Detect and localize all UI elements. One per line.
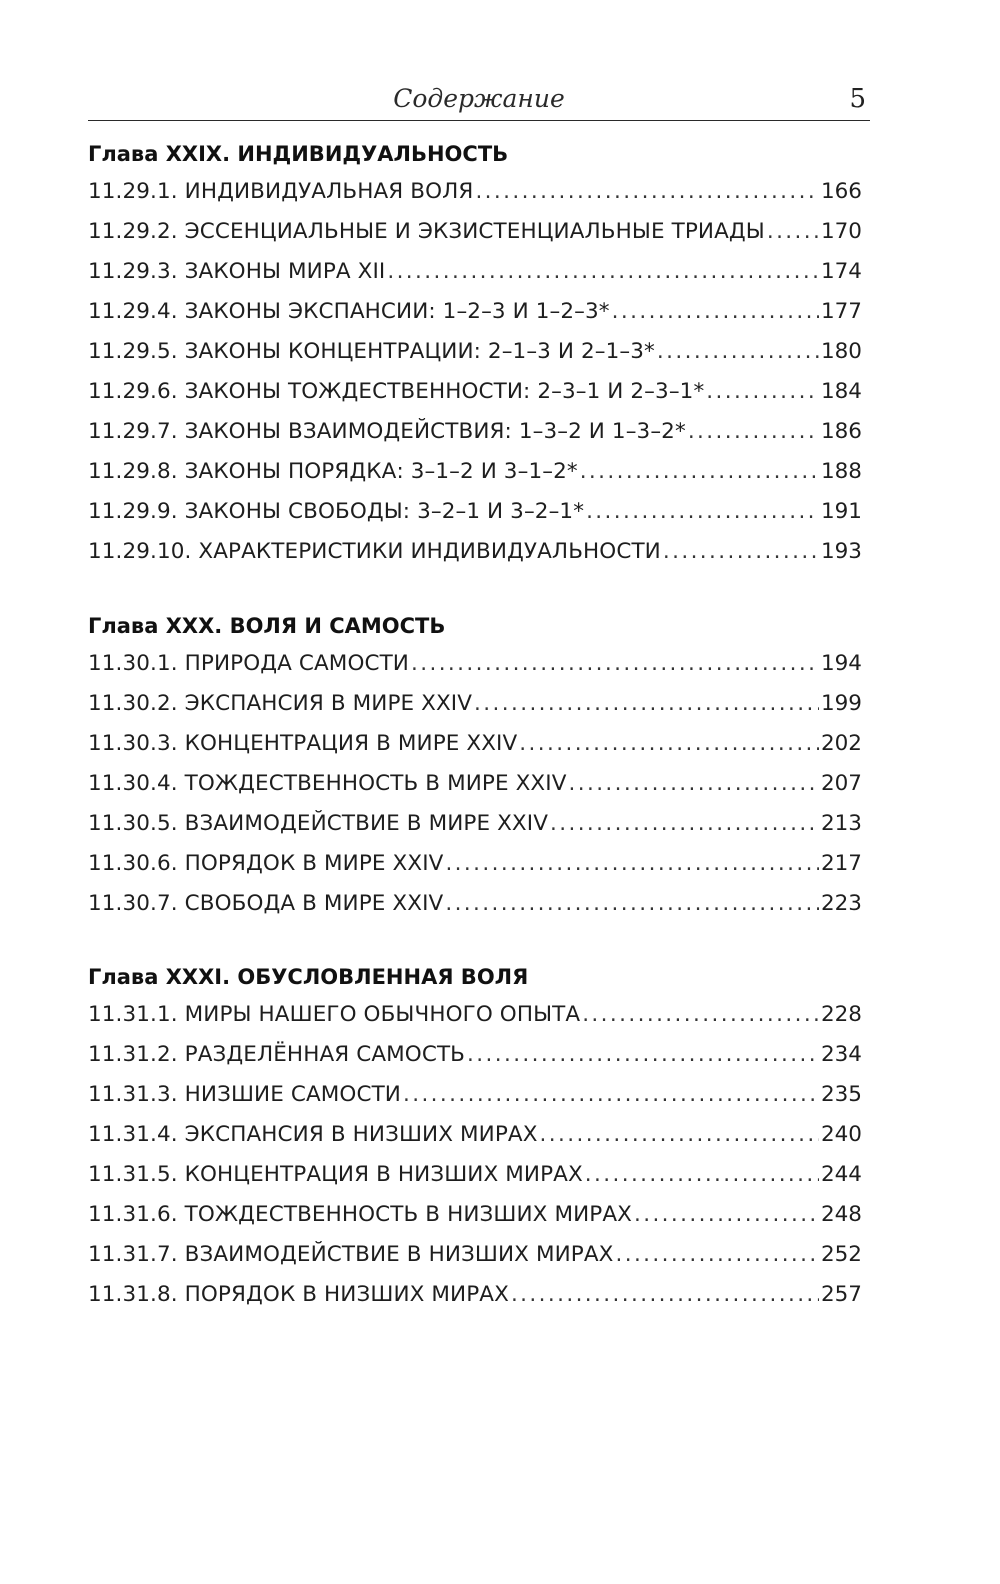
toc-entry[interactable] bbox=[88, 724, 862, 764]
dot-leader bbox=[403, 1075, 819, 1115]
entry-page: 240 bbox=[820, 1122, 862, 1147]
entry-title: 11.31.1. МИРЫ НАШЕГО ОБЫЧНОГО ОПЫТА bbox=[88, 1002, 581, 1027]
dot-leader bbox=[387, 252, 819, 292]
dot-leader bbox=[612, 292, 819, 332]
toc-entry[interactable] bbox=[88, 1235, 862, 1275]
dot-leader bbox=[767, 212, 819, 252]
entry-page: 217 bbox=[820, 851, 862, 876]
entry-title: 11.30.2. ЭКСПАНСИЯ В МИРЕ XXIV bbox=[88, 691, 473, 716]
dot-leader bbox=[663, 532, 819, 572]
dot-leader bbox=[511, 1275, 819, 1315]
toc-entry[interactable] bbox=[88, 172, 862, 212]
entry-title: 11.30.5. ВЗАИМОДЕЙСТВИЕ В МИРЕ XXIV bbox=[88, 811, 548, 836]
entry-page: 166 bbox=[820, 179, 862, 204]
dot-leader bbox=[634, 1195, 819, 1235]
entry-page: 235 bbox=[820, 1082, 862, 1107]
dot-leader bbox=[445, 844, 819, 884]
toc-entry[interactable] bbox=[88, 644, 862, 684]
toc-entry[interactable] bbox=[88, 1075, 862, 1115]
entry-title: 11.29.7. ЗАКОНЫ ВЗАИМОДЕЙСТВИЯ: 1–3–2 И 1–3–2* bbox=[88, 419, 686, 444]
entry-page: 202 bbox=[820, 731, 862, 756]
toc-entry[interactable] bbox=[88, 1155, 862, 1195]
entry-title: 11.29.10. ХАРАКТЕРИСТИКИ ИНДИВИДУАЛЬНОСТИ bbox=[88, 539, 661, 564]
page-number: 5 bbox=[849, 84, 866, 114]
running-title: Содержание bbox=[393, 84, 565, 113]
entry-title: 11.30.4. ТОЖДЕСТВЕННОСТЬ В МИРЕ XXIV bbox=[88, 771, 567, 796]
entry-title: 11.31.3. НИЗШИЕ САМОСТИ bbox=[88, 1082, 401, 1107]
toc-entry[interactable] bbox=[88, 804, 862, 844]
entry-page: 191 bbox=[820, 499, 862, 524]
dot-leader bbox=[411, 644, 819, 684]
entry-title: 11.29.1. ИНДИВИДУАЛЬНАЯ ВОЛЯ bbox=[88, 179, 474, 204]
dot-leader bbox=[474, 684, 819, 724]
toc-entry[interactable] bbox=[88, 412, 862, 452]
chapter-section bbox=[88, 612, 862, 924]
dot-leader bbox=[585, 1155, 819, 1195]
dot-leader bbox=[615, 1235, 818, 1275]
toc-entry[interactable] bbox=[88, 684, 862, 724]
entry-page: 248 bbox=[820, 1202, 862, 1227]
entry-page: 180 bbox=[820, 339, 862, 364]
entry-page: 184 bbox=[820, 379, 862, 404]
entry-title: 11.31.6. ТОЖДЕСТВЕННОСТЬ В НИЗШИХ МИРАХ bbox=[88, 1202, 632, 1227]
entry-page: 228 bbox=[820, 1002, 862, 1027]
toc-entry[interactable] bbox=[88, 844, 862, 884]
entry-title: 11.30.6. ПОРЯДОК В МИРЕ XXIV bbox=[88, 851, 444, 876]
entry-page: 257 bbox=[820, 1282, 862, 1307]
entry-page: 194 bbox=[820, 651, 862, 676]
entry-title: 11.31.8. ПОРЯДОК В НИЗШИХ МИРАХ bbox=[88, 1282, 509, 1307]
entry-title: 11.31.2. РАЗДЕЛЁННАЯ САМОСТЬ bbox=[88, 1042, 466, 1067]
dot-leader bbox=[657, 332, 819, 372]
entry-page: 244 bbox=[820, 1162, 862, 1187]
dot-leader bbox=[467, 1035, 819, 1075]
entry-title: 11.29.6. ЗАКОНЫ ТОЖДЕСТВЕННОСТИ: 2–3–1 И 2–3–1* bbox=[88, 379, 705, 404]
dot-leader bbox=[550, 804, 819, 844]
toc-entry[interactable] bbox=[88, 212, 862, 252]
entry-title: 11.30.3. КОНЦЕНТРАЦИЯ В МИРЕ XXIV bbox=[88, 731, 518, 756]
dot-leader bbox=[540, 1115, 819, 1155]
entry-title: 11.30.1. ПРИРОДА САМОСТИ bbox=[88, 651, 409, 676]
chapter-heading: Глава XXXI. ОБУСЛОВЛЕННАЯ ВОЛЯ bbox=[88, 965, 529, 989]
entry-page: 223 bbox=[820, 891, 862, 916]
toc-entry[interactable] bbox=[88, 764, 862, 804]
entry-title: 11.29.3. ЗАКОНЫ МИРА XII bbox=[88, 259, 386, 284]
toc-entry[interactable] bbox=[88, 995, 862, 1035]
chapter-section bbox=[88, 963, 862, 1315]
dot-leader bbox=[706, 372, 819, 412]
entry-page: 188 bbox=[820, 459, 862, 484]
toc-entry[interactable] bbox=[88, 1195, 862, 1235]
toc-entry[interactable] bbox=[88, 884, 862, 924]
entry-title: 11.29.8. ЗАКОНЫ ПОРЯДКА: 3–1–2 И 3–1–2* bbox=[88, 459, 578, 484]
entry-page: 213 bbox=[820, 811, 862, 836]
entry-page: 193 bbox=[820, 539, 862, 564]
dot-leader bbox=[580, 452, 819, 492]
toc-entry[interactable] bbox=[88, 292, 862, 332]
entry-page: 199 bbox=[820, 691, 862, 716]
toc-entry[interactable] bbox=[88, 452, 862, 492]
entry-title: 11.29.2. ЭССЕНЦИАЛЬНЫЕ И ЭКЗИСТЕНЦИАЛЬНЫЕ ТРИАДЫ bbox=[88, 219, 765, 244]
running-head bbox=[88, 80, 870, 121]
entry-page: 186 bbox=[820, 419, 862, 444]
toc-entry[interactable] bbox=[88, 492, 862, 532]
entry-page: 207 bbox=[820, 771, 862, 796]
dot-leader bbox=[475, 172, 819, 212]
entry-page: 170 bbox=[820, 219, 862, 244]
dot-leader bbox=[582, 995, 819, 1035]
entry-title: 11.31.7. ВЗАИМОДЕЙСТВИЕ В НИЗШИХ МИРАХ bbox=[88, 1242, 614, 1267]
entry-page: 234 bbox=[820, 1042, 862, 1067]
entry-title: 11.29.4. ЗАКОНЫ ЭКСПАНСИИ: 1–2–3 И 1–2–3* bbox=[88, 299, 610, 324]
entry-page: 252 bbox=[820, 1242, 862, 1267]
chapter-section bbox=[88, 140, 862, 572]
toc-entry[interactable] bbox=[88, 372, 862, 412]
toc-entry[interactable] bbox=[88, 1275, 862, 1315]
toc-entry[interactable] bbox=[88, 332, 862, 372]
toc-entry[interactable] bbox=[88, 252, 862, 292]
dot-leader bbox=[688, 412, 819, 452]
toc-entry[interactable] bbox=[88, 1035, 862, 1075]
entry-title: 11.31.5. КОНЦЕНТРАЦИЯ В НИЗШИХ МИРАХ bbox=[88, 1162, 583, 1187]
dot-leader bbox=[586, 492, 819, 532]
entry-page: 177 bbox=[820, 299, 862, 324]
chapter-heading: Глава XXIX. ИНДИВИДУАЛЬНОСТЬ bbox=[88, 142, 509, 166]
entry-title: 11.31.4. ЭКСПАНСИЯ В НИЗШИХ МИРАХ bbox=[88, 1122, 538, 1147]
chapter-heading: Глава XXX. ВОЛЯ И САМОСТЬ bbox=[88, 614, 446, 638]
entry-page: 174 bbox=[820, 259, 862, 284]
toc-entry[interactable] bbox=[88, 532, 862, 572]
dot-leader bbox=[519, 724, 819, 764]
toc-entry[interactable] bbox=[88, 1115, 862, 1155]
entry-title: 11.29.9. ЗАКОНЫ СВОБОДЫ: 3–2–1 И 3–2–1* bbox=[88, 499, 585, 524]
dot-leader bbox=[445, 884, 819, 924]
entry-title: 11.30.7. СВОБОДА В МИРЕ XXIV bbox=[88, 891, 444, 916]
dot-leader bbox=[569, 764, 819, 804]
entry-title: 11.29.5. ЗАКОНЫ КОНЦЕНТРАЦИИ: 2–1–3 И 2–1–3* bbox=[88, 339, 655, 364]
